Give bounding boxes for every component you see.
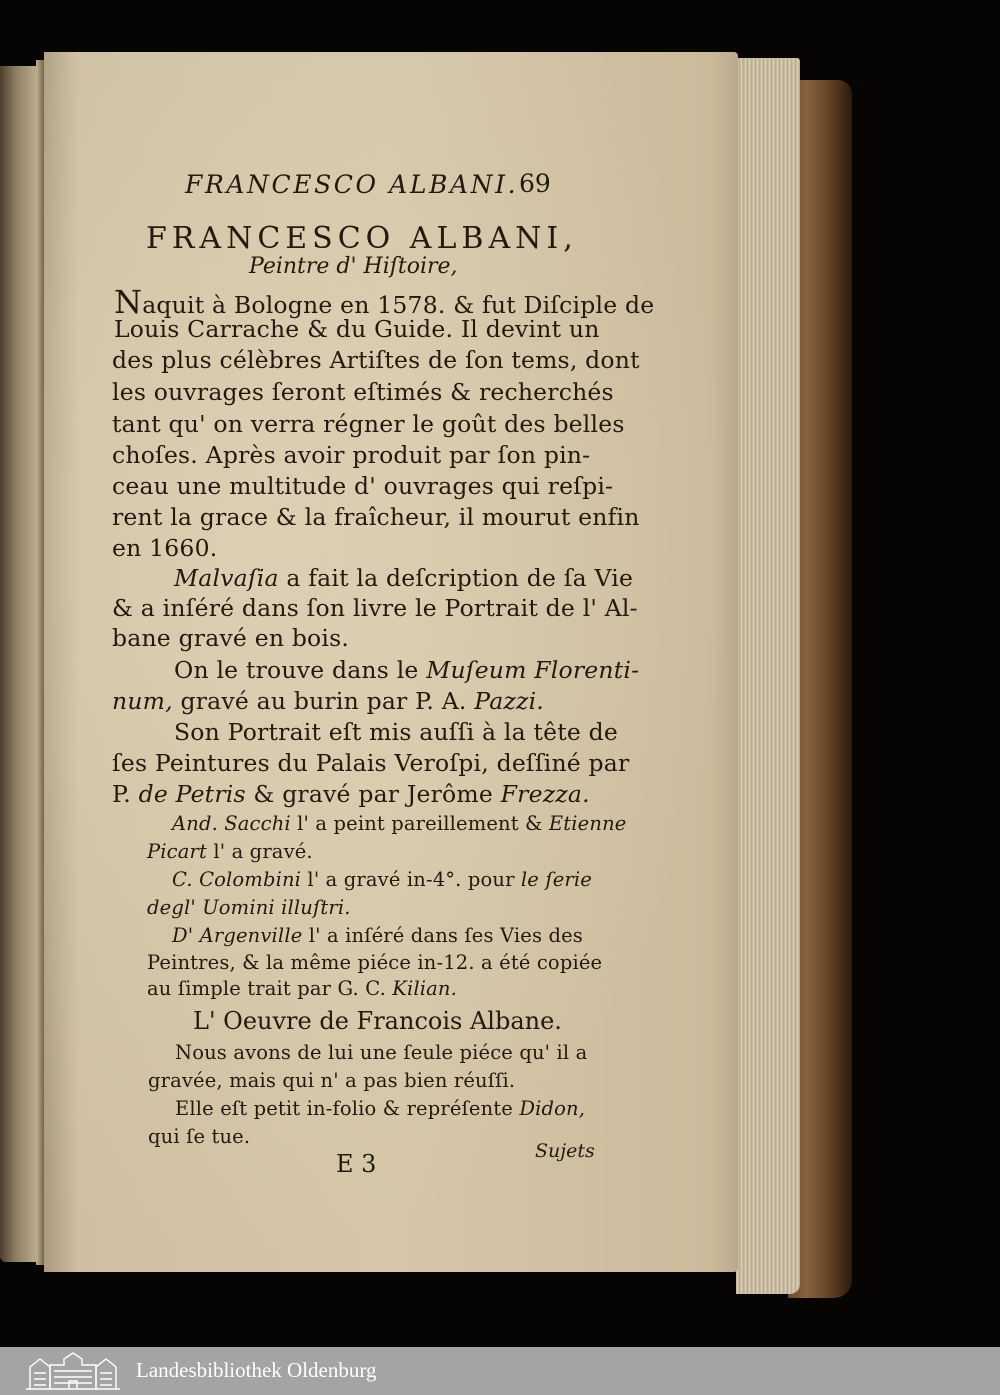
page-fore-edge (736, 58, 800, 1294)
body-line: & a inſéré dans ſon livre le Portrait de l' Al- (112, 594, 638, 622)
library-building-logo-icon (24, 1351, 122, 1391)
section-heading: L' Oeuvre de Francois Albane. (193, 1007, 562, 1035)
body-line: Naquit à Bologne en 1578. & fut Diſciple de (114, 283, 655, 321)
note-line: degl' Uomini illuſtri. (147, 896, 351, 919)
body-line: On le trouve dans le Muſeum Florenti- (174, 656, 640, 684)
body-line: des plus célèbres Artiſtes de ſon tems, dont (112, 346, 640, 374)
note-line: C. Colombini l' a gravé in-4°. pour le ſerie (172, 868, 592, 891)
body-line: rent la grace & la fraîcheur, il mourut enfin (112, 503, 640, 531)
body-line: ſes Peintures du Palais Veroſpi, deſſiné par (112, 749, 630, 777)
body-line: les ouvrages ſeront eſtimés & recherchés (112, 378, 614, 406)
signature-mark: E 3 (336, 1150, 377, 1178)
note-line: D' Argenville l' a inſéré dans ſes Vies des (172, 924, 583, 947)
note-line: Elle eſt petit in-folio & repréſente Didon, (175, 1097, 586, 1120)
note-line: gravée, mais qui n' a pas bien réuſſi. (148, 1069, 516, 1092)
drop-cap: N (114, 283, 143, 321)
library-name: Landesbibliothek Oldenburg (136, 1358, 377, 1382)
entry-subtitle: Peintre d' Hiſtoire, (249, 254, 458, 279)
note-line: au ſimple trait par G. C. Kilian. (147, 977, 457, 1000)
body-line: tant qu' on verra régner le goût des belles (112, 410, 625, 438)
body-line: Malvaſia a fait la deſcription de ſa Vie (174, 564, 634, 592)
note-line: Picart l' a gravé. (147, 840, 313, 863)
note-line: qui ſe tue. (148, 1125, 251, 1148)
page-number: 69 (519, 169, 551, 198)
note-line: And. Sacchi l' a peint pareillement & Etienne (172, 812, 627, 835)
body-line: ceau une multitude d' ouvrages qui reſpi- (112, 472, 614, 500)
footer-bar (0, 1347, 1000, 1395)
running-head: FRANCESCO ALBANI. (185, 170, 519, 199)
body-line: en 1660. (112, 534, 218, 562)
note-line: Peintres, & la même piéce in-12. a été copiée (147, 951, 603, 974)
body-line: bane gravé en bois. (112, 624, 350, 652)
body-line: Son Portrait eſt mis auſſi à la tête de (174, 718, 618, 746)
body-line: P. de Petris & gravé par Jerôme Frezza. (112, 780, 590, 808)
note-line: Nous avons de lui une ſeule piéce qu' il a (175, 1041, 588, 1064)
body-line: Louis Carrache & du Guide. Il devint un (114, 315, 600, 343)
body-line: choſes. Après avoir produit par ſon pin- (112, 441, 591, 469)
body-line: num, gravé au burin par P. A. Pazzi. (112, 687, 544, 715)
entry-title: FRANCESCO ALBANI, (146, 221, 578, 256)
catchword: Sujets (535, 1140, 595, 1162)
